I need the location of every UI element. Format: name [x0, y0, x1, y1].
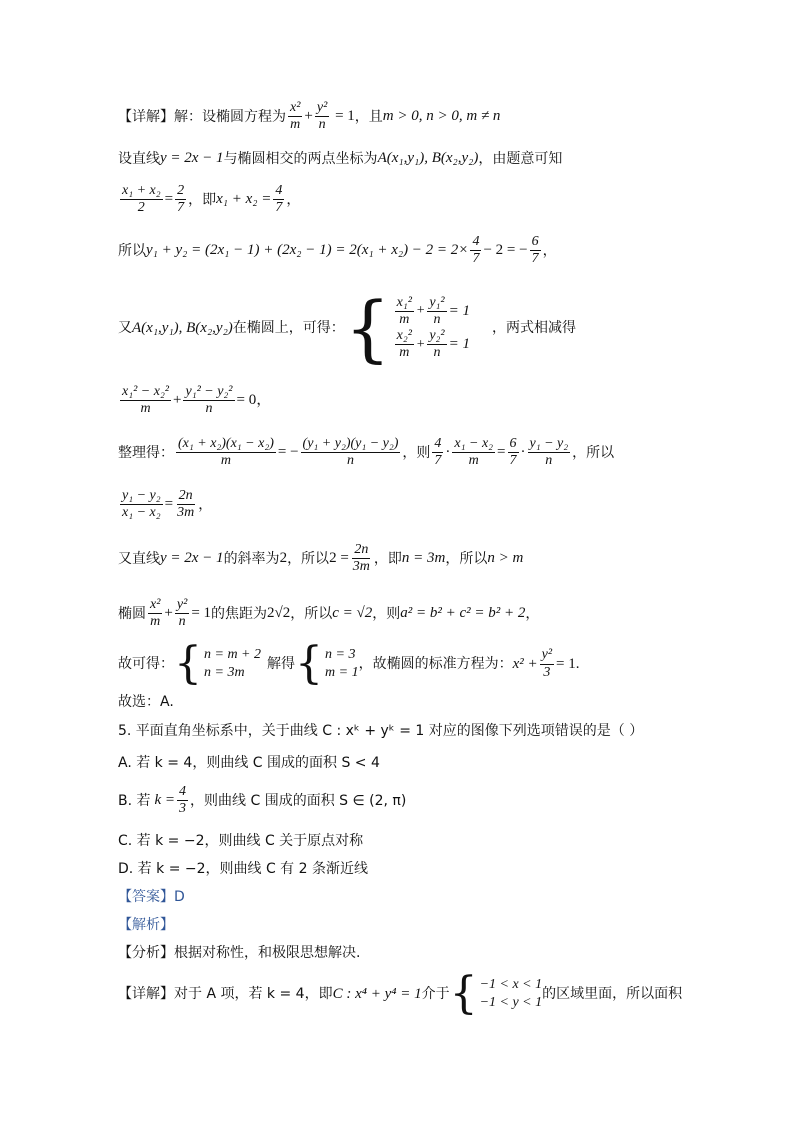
- brace: {: [295, 638, 324, 689]
- math: A(x₁,y₁), B(x₂,y₂): [377, 150, 479, 166]
- text: ，所以: [445, 550, 488, 567]
- equation-system: $\frac{\text{x₁²}}{m}$ + $\frac{\text{y₁²}}{n}$ = 1 $\frac{\text{x₂²}}{m}$ + $\frac{\text{y₂²}}{n}$ = 1: [396, 294, 470, 361]
- text: 又: [118, 320, 132, 336]
- line-detail-a: 【详解】对于 A 项，若 k = 4，即 C : x⁴ + y⁴ = 1 介于 { −1 < x < 1 −1 < y < 1 的区域里面，所以面积: [118, 968, 683, 1019]
- fraction: $\frac{\text{x₁ + x₂}}{2}$: [122, 183, 161, 216]
- fraction: $\frac{\text{x²}}{m}$: [150, 597, 161, 630]
- option-c: C. 若 k = −2，则曲线 C 关于原点对称: [118, 833, 364, 849]
- text: 解得: [267, 656, 296, 672]
- text: ，所以: [572, 444, 615, 461]
- text: ，即: [373, 550, 402, 567]
- line-y-sum: [118, 234, 734, 267]
- option-d: D. 若 k = −2，则曲线 C 有 2 条渐近线: [118, 861, 368, 877]
- text: 椭圆: [118, 605, 146, 622]
- text: 的焦距为: [211, 605, 268, 622]
- text: ，故椭圆的标准方程为：: [358, 656, 513, 672]
- fraction: $\frac{4}{7}$: [472, 234, 480, 267]
- text: 故可得：: [118, 656, 174, 672]
- math: A(x₁,y₁), B(x₂,y₂): [132, 319, 233, 336]
- line-slope: 又直线 y = 2x − 1 的斜率为 2 ，所以 2 = $\frac{2n}{3m}$ ，即 n = 3m ，所以 n > m: [118, 542, 524, 575]
- text: 所以: [118, 242, 146, 259]
- brace: {: [344, 286, 391, 370]
- math: − 2 = −: [483, 242, 528, 259]
- text: ，所以: [287, 550, 330, 567]
- fraction: $\frac{6}{7}$: [509, 436, 517, 469]
- fraction: $\frac{\text{y₁ − y₂}}{n}$: [529, 436, 569, 469]
- text: 在椭圆上，可得：: [232, 320, 345, 336]
- text: 整理得：: [118, 444, 174, 461]
- brace: {: [174, 638, 202, 689]
- question-5: 5. 平面直角坐标系中，关于曲线 C : xᵏ + yᵏ = 1 对应的图像下列选项错误的是（ ）: [118, 723, 644, 739]
- fraction: $\frac{\text{y₁² − y₂²}}{n}$: [185, 384, 233, 417]
- equation-system: −1 < x < 1 −1 < y < 1: [479, 976, 543, 1010]
- text: 设直线: [118, 150, 160, 167]
- fraction: $\frac{\text{y₁ − y₂}}{\text{x₁ − x₂}}$: [122, 488, 161, 521]
- text: 又直线: [118, 550, 160, 567]
- fraction: $\frac{\text{y²}}{n}$: [176, 597, 188, 630]
- line-midpoint: $\frac{\text{x₁ + x₂}}{2}$ = $\frac{2}{7}$ ，即 x₁ + x₂ = $\frac{4}{7}$ ，: [122, 183, 301, 216]
- text: 的斜率为: [223, 550, 280, 567]
- fraction: $\frac{\text{x²}}{m}$: [290, 100, 301, 133]
- text: ，两式相减得: [492, 320, 576, 336]
- fraction: $\frac{4}{3}$: [179, 784, 187, 817]
- text: ，: [525, 605, 540, 622]
- fraction: $\frac{\text{(x₁ + x₂)(x₁ − x₂)}}{m}$: [178, 436, 274, 469]
- text: 与椭圆相交的两点坐标为: [223, 150, 378, 167]
- line-slope-ratio: $\frac{\text{y₁ − y₂}}{\text{x₁ − x₂}}$ = $\frac{2n}{3m}$ ，: [122, 488, 213, 521]
- math: = −: [277, 444, 299, 461]
- line-intersection: [118, 151, 734, 166]
- text: 【详解】解：设椭圆方程为: [118, 108, 286, 125]
- equation-system: n = 3 m = 1: [325, 646, 359, 680]
- line-difference: $\frac{\text{x₁² − x₂²}}{m}$ + $\frac{\text{y₁² − y₂²}}{n}$ = 0，: [122, 384, 272, 417]
- fraction: $\frac{4}{7}$: [434, 436, 442, 469]
- fraction: $\frac{4}{7}$: [275, 183, 283, 216]
- line-focal: 椭圆 $\frac{\text{x²}}{m}$ + $\frac{\text{y²}}{n}$ = 1 的焦距为 2√2 ，所以 c = √2 ，则 a² = b² + c² = b² + 2 ，: [118, 597, 540, 630]
- text: ，即: [188, 191, 217, 208]
- fraction: $\frac{\text{y²}}{3}$: [541, 647, 553, 680]
- fraction: $\frac{\text{x₁ − x₂}}{m}$: [454, 436, 494, 469]
- text: ，由题意可知: [478, 150, 563, 167]
- math: m > 0, n > 0, m ≠ n: [382, 108, 501, 125]
- equation-system: n = m + 2 n = 3m: [204, 646, 262, 680]
- analysis-label: 【解析】: [118, 917, 174, 933]
- brace: {: [449, 968, 478, 1019]
- line-solution: 故可得： { n = m + 2 n = 3m 解得 { n = 3 m = 1 ，故椭圆的标准方程为： x² + $\frac{\text{y²}}{3}$ = 1.: [118, 638, 580, 689]
- fraction: $\frac{2n}{3m}$: [352, 542, 370, 575]
- fraction: $\frac{\text{x₁² − x₂²}}{m}$: [122, 384, 170, 417]
- math: y = 2x − 1: [160, 150, 224, 166]
- analysis-text: 【分析】根据对称性，和极限思想解决.: [118, 945, 361, 961]
- line-ellipse-setup: 【详解】解：设椭圆方程为 $\frac{\text{x²}}{m}$ + $\frac{\text{y²}}{n}$ = 1 ，且 m > 0, n > 0, m ≠ n: [118, 100, 501, 133]
- line-simplify: 整理得： $\frac{\text{(x₁ + x₂)(x₁ − x₂)}}{m}$ = − $\frac{\text{(y₁ + y₂)(y₁ − y₂)}}{n}$ ，则 $\frac{4}{7}$ · $\frac{\text{x₁ − x₂}}{m}$ = $\frac{6}{7}$ · $\frac{\text{y₁ − y₂}}{n}$ ，所以: [118, 436, 615, 469]
- fraction: $\frac{6}{7}$: [531, 234, 539, 267]
- line-system: [118, 286, 734, 370]
- fraction: $\frac{\text{(y₁ + y₂)(y₁ − y₂)}}{n}$: [302, 436, 399, 469]
- answer-label: 【答案】D: [118, 889, 185, 905]
- text: ，: [198, 496, 213, 513]
- math: y₁ + y₂ = (2x₁ − 1) + (2x₂ − 1) = 2(x₁ + x₂) − 2 = 2×: [146, 242, 469, 259]
- fraction: $\frac{2n}{3m}$: [177, 488, 195, 521]
- text: ，: [542, 242, 557, 259]
- fraction: $\frac{\text{y²}}{n}$: [316, 100, 328, 133]
- text: ，则: [402, 444, 431, 461]
- text: ，所以: [290, 605, 333, 622]
- option-b: B. 若 k = $\frac{4}{3}$ ，则曲线 C 围成的面积 S ∈ (2, π): [118, 784, 407, 817]
- text: ，且: [354, 108, 383, 125]
- answer-choice: 故选：A.: [118, 694, 174, 710]
- text: ，: [286, 191, 301, 208]
- fraction: $\frac{2}{7}$: [177, 183, 185, 216]
- math: = 0，: [236, 392, 272, 409]
- option-a: A. 若 k = 4，则曲线 C 围成的面积 S < 4: [118, 755, 380, 771]
- text: ，则: [372, 605, 401, 622]
- math: x₁ + x₂ =: [216, 191, 272, 208]
